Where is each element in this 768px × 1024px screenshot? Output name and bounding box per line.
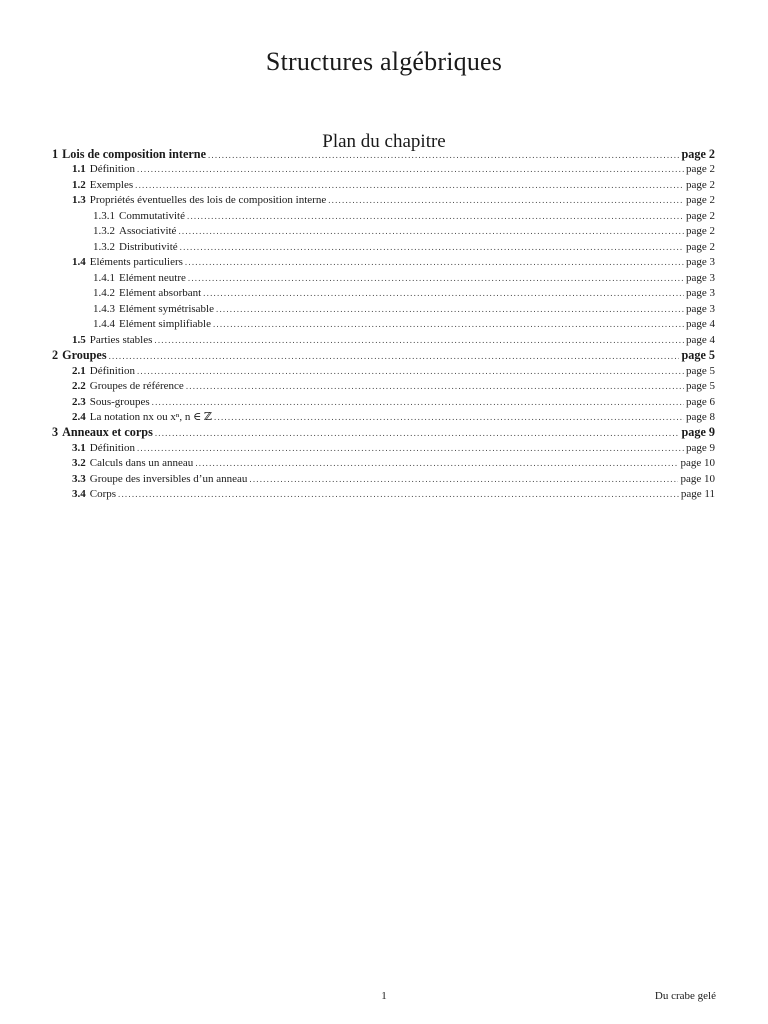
toc-entry-number: 1	[52, 147, 59, 161]
toc-entry-label: Elément absorbant	[119, 287, 202, 300]
toc-leader-dots	[152, 395, 684, 410]
toc-entry[interactable]	[52, 379, 715, 394]
toc-entry[interactable]	[52, 286, 715, 301]
toc-entry-page: page 2	[685, 163, 715, 176]
toc-leader-dots	[185, 255, 684, 270]
toc-entry-label: Sous-groupes	[89, 395, 150, 408]
toc-entry-label: Commutativité	[119, 209, 185, 222]
toc-entry-number: 1.4.3	[93, 302, 115, 315]
toc-entry[interactable]	[52, 193, 715, 208]
toc-leader-dots	[180, 240, 684, 255]
toc-entry-label: Groupe des inversibles d’un anneau	[89, 472, 248, 485]
toc-entry-number: 1.4	[72, 256, 86, 269]
document-title: Structures algébriques	[265, 47, 503, 77]
toc-leader-dots	[328, 193, 684, 208]
toc-entry[interactable]	[52, 348, 715, 363]
toc-entry-number: 3.1	[72, 441, 86, 454]
toc-entry-number: 2.1	[72, 364, 86, 377]
toc-entry-page: page 9	[681, 425, 715, 440]
toc-entry-label: Lois de composition interne	[62, 147, 206, 161]
toc-entry-label: Groupes	[62, 348, 107, 363]
toc-entry-page: page 3	[685, 271, 715, 284]
toc-entry-number: 1.3.2	[93, 240, 115, 253]
toc-leader-dots	[186, 379, 684, 394]
toc-entry[interactable]	[52, 317, 715, 332]
toc-entry-page: page 2	[685, 240, 715, 253]
toc-entry[interactable]	[52, 333, 715, 348]
toc-entry-page: page 2	[685, 194, 715, 207]
toc-leader-dots	[213, 317, 684, 332]
toc-entry-page: page 3	[685, 256, 715, 269]
toc-entry-page: page 2	[685, 225, 715, 238]
toc-entry-number: 3.2	[72, 457, 86, 470]
toc-entry-number: 2.4	[72, 410, 86, 423]
toc-entry-page: page 6	[685, 395, 715, 408]
footer-page-number: 1	[381, 990, 387, 1002]
toc-entry[interactable]	[52, 240, 715, 255]
toc-entry-page: page 8	[685, 410, 715, 423]
toc-entry-label: Définition	[89, 441, 135, 454]
toc-entry-number: 1.5	[72, 333, 86, 346]
toc-entry-page: page 3	[685, 287, 715, 300]
toc-entry-label: Corps	[89, 488, 117, 501]
toc-entry-number: 1.3.1	[93, 209, 115, 222]
toc-entry-number: 1.3.2	[93, 225, 115, 238]
toc-entry[interactable]	[52, 364, 715, 379]
toc-leader-dots	[137, 364, 684, 379]
toc-entry-number: 2.3	[72, 395, 86, 408]
toc-entry-label: Groupes de référence	[89, 380, 184, 393]
toc-entry-page: page 4	[685, 318, 715, 331]
toc-entry[interactable]	[52, 302, 715, 317]
toc-entry-page: page 10	[680, 457, 715, 470]
footer-author: Du crabe gelé	[654, 990, 716, 1002]
table-of-contents	[52, 147, 715, 503]
toc-entry[interactable]	[52, 441, 715, 456]
toc-entry-number: 3.3	[72, 472, 86, 485]
toc-leader-dots	[187, 209, 684, 224]
toc-leader-dots	[249, 472, 678, 487]
toc-leader-dots	[118, 487, 679, 502]
toc-entry-page: page 2	[685, 209, 715, 222]
toc-entry[interactable]	[52, 472, 715, 487]
toc-entry-label: Distributivité	[119, 240, 178, 253]
toc-leader-dots	[154, 333, 684, 348]
toc-leader-dots	[155, 426, 680, 441]
toc-entry-label: Définition	[89, 163, 135, 176]
toc-entry[interactable]	[52, 162, 715, 177]
toc-entry-page: page 3	[685, 302, 715, 315]
toc-entry-number: 1.4.2	[93, 287, 115, 300]
toc-entry-label: Exemples	[89, 178, 134, 191]
toc-entry-page: page 2	[681, 147, 715, 161]
toc-entry-label: Elément neutre	[119, 271, 186, 284]
toc-entry-number: 1.1	[72, 163, 86, 176]
toc-leader-dots	[137, 441, 684, 456]
toc-entry[interactable]	[52, 410, 715, 425]
toc-entry-number: 1.2	[72, 178, 86, 191]
toc-entry-page: page 4	[685, 333, 715, 346]
toc-leader-dots	[137, 162, 684, 177]
toc-entry[interactable]	[52, 271, 715, 286]
toc-entry-label: Parties stables	[89, 333, 153, 346]
toc-entry[interactable]	[52, 456, 715, 471]
toc-leader-dots	[188, 271, 684, 286]
toc-leader-dots	[216, 302, 684, 317]
toc-entry[interactable]	[52, 147, 715, 162]
toc-entry[interactable]	[52, 487, 715, 502]
toc-leader-dots	[208, 148, 680, 163]
toc-leader-dots	[203, 286, 684, 301]
toc-entry-page: page 5	[685, 380, 715, 393]
toc-leader-dots	[214, 410, 684, 425]
toc-entry-page: page 11	[680, 488, 715, 501]
toc-entry-label: La notation nx ou xⁿ, n ∈ ℤ	[89, 410, 213, 423]
toc-entry[interactable]	[52, 209, 715, 224]
toc-entry[interactable]	[52, 395, 715, 410]
toc-entry-number: 1.3	[72, 194, 86, 207]
toc-leader-dots	[135, 178, 684, 193]
toc-entry-number: 1.4.4	[93, 318, 115, 331]
toc-entry-number: 2.2	[72, 380, 86, 393]
toc-entry[interactable]	[52, 425, 715, 440]
toc-entry-label: Elément simplifiable	[119, 318, 211, 331]
toc-leader-dots	[109, 349, 680, 364]
toc-entry-number: 2	[52, 348, 59, 363]
toc-entry-number: 3	[52, 425, 59, 440]
toc-entry-label: Elément symétrisable	[119, 302, 214, 315]
toc-entry[interactable]	[52, 255, 715, 270]
toc-entry[interactable]	[52, 178, 715, 193]
toc-entry-page: page 9	[685, 441, 715, 454]
toc-entry-label: Associativité	[119, 225, 177, 238]
toc-entry-number: 3.4	[72, 488, 86, 501]
toc-entry-page: page 10	[680, 472, 715, 485]
toc-entry-label: Propriétés éventuelles des lois de composition interne	[89, 194, 327, 207]
plan-title: Plan du chapitre	[322, 130, 446, 152]
toc-entry-page: page 2	[685, 178, 715, 191]
toc-entry-page: page 5	[681, 348, 715, 363]
toc-entry-label: Eléments particuliers	[89, 256, 183, 269]
toc-leader-dots	[195, 456, 678, 471]
toc-entry[interactable]	[52, 224, 715, 239]
toc-entry-label: Définition	[89, 364, 135, 377]
toc-entry-label: Anneaux et corps	[62, 425, 153, 440]
toc-entry-page: page 5	[685, 364, 715, 377]
toc-leader-dots	[178, 224, 684, 239]
toc-entry-number: 1.4.1	[93, 271, 115, 284]
toc-entry-label: Calculs dans un anneau	[89, 457, 194, 470]
